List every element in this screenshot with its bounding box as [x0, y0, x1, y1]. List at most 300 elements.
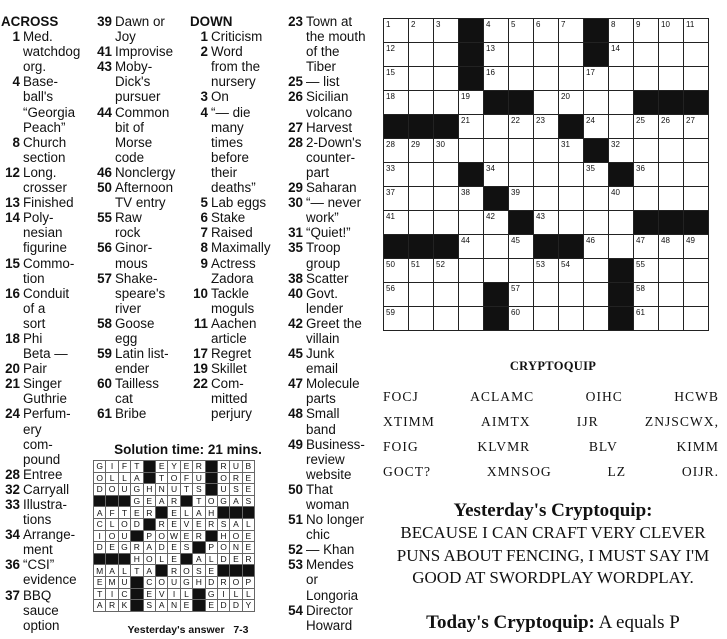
grid-cell — [509, 283, 534, 307]
cell-number: 39 — [511, 188, 520, 197]
clue — [284, 286, 380, 316]
mini-black-square — [205, 472, 217, 484]
today-label: Today's Cryptoquip: — [426, 612, 595, 633]
grid-cell — [659, 235, 684, 259]
cell-number: 33 — [386, 164, 395, 173]
clue-text: Lab eggs — [211, 195, 267, 211]
mini-letter: T — [131, 461, 143, 473]
clue-number: 5 — [200, 195, 208, 211]
grid-cell — [634, 43, 659, 67]
grid-cell — [609, 43, 634, 67]
mini-letter: S — [143, 600, 155, 612]
mini-black-square — [180, 553, 192, 565]
clue-number: 58 — [97, 315, 112, 331]
cell-number: 54 — [561, 260, 570, 269]
mini-letter: E — [168, 553, 180, 565]
cell-number: 19 — [461, 92, 470, 101]
mini-letter: P — [143, 530, 155, 542]
grid-cell — [684, 43, 709, 67]
mini-letter: D — [94, 484, 106, 496]
mini-letter: R — [168, 495, 180, 507]
clue-text: BBQ sauce option — [23, 587, 60, 633]
grid-cell — [509, 235, 534, 259]
mini-letter: G — [180, 576, 192, 588]
mini-letter: M — [94, 565, 106, 577]
mini-letter: T — [155, 472, 167, 484]
mini-letter: U — [168, 576, 180, 588]
black-square — [609, 163, 634, 187]
grid-cell — [434, 19, 459, 43]
mini-letter: R — [143, 507, 155, 519]
grid-cell — [634, 259, 659, 283]
mini-letter: A — [193, 507, 205, 519]
grid-cell — [659, 283, 684, 307]
grid-cell — [584, 187, 609, 211]
mini-letter: U — [217, 484, 229, 496]
yesterday-answer-label: Yesterday's answer — [127, 624, 225, 636]
clue-number: 8 — [12, 134, 20, 150]
grid-cell — [609, 211, 634, 235]
clue-number: 29 — [288, 180, 303, 196]
grid-cell — [384, 43, 409, 67]
mini-letter: D — [94, 542, 106, 554]
cryptoquip-puzzle — [383, 384, 719, 484]
grid-cell — [659, 115, 684, 139]
mini-letter: G — [131, 484, 143, 496]
clue-text: Mendes or Longoria — [306, 557, 359, 603]
clue — [1, 527, 91, 557]
mini-letter: E — [242, 472, 254, 484]
cell-number: 20 — [561, 92, 570, 101]
grid-cell — [534, 211, 559, 235]
clue-number: 23 — [288, 14, 303, 29]
clue — [284, 557, 380, 602]
mini-letter: I — [217, 588, 229, 600]
cell-number: 11 — [686, 20, 695, 29]
clue-text: Commo- tion — [23, 255, 75, 286]
mini-letter: I — [106, 461, 118, 473]
grid-cell — [609, 187, 634, 211]
mini-letter: O — [230, 530, 242, 542]
cell-number: 40 — [611, 188, 620, 197]
mini-black-square — [94, 553, 106, 565]
grid-cell — [534, 67, 559, 91]
grid-cell — [509, 163, 534, 187]
clue-number: 27 — [288, 119, 303, 135]
clue — [1, 482, 91, 497]
grid-cell — [459, 187, 484, 211]
grid-cell — [409, 259, 434, 283]
grid-cell — [534, 115, 559, 139]
mini-letter: E — [155, 461, 167, 473]
grid-cell — [459, 307, 484, 331]
clue — [189, 105, 284, 196]
grid-cell — [434, 283, 459, 307]
grid-cell — [559, 211, 584, 235]
grid-cell — [584, 163, 609, 187]
mini-letter: G — [131, 495, 143, 507]
clue-text: Entree — [23, 466, 63, 482]
clue-number: 37 — [5, 587, 20, 603]
clue-number: 40 — [288, 285, 303, 301]
black-square — [484, 283, 509, 307]
mini-letter: Y — [242, 600, 254, 612]
grid-cell — [584, 259, 609, 283]
mini-letter: O — [180, 565, 192, 577]
clue — [189, 361, 284, 376]
clue — [284, 437, 380, 482]
grid-cell — [484, 43, 509, 67]
clue-number: 13 — [5, 195, 20, 211]
clue — [284, 120, 380, 135]
clue — [1, 286, 91, 331]
black-square — [384, 115, 409, 139]
grid-cell — [484, 235, 509, 259]
clue-text: “CSI” evidence — [23, 557, 77, 588]
grid-cell — [409, 307, 434, 331]
clue-text: Nonclergy — [115, 164, 176, 180]
mini-black-square — [205, 461, 217, 473]
grid-cell — [459, 235, 484, 259]
clue-number: 54 — [288, 602, 303, 618]
mini-letter: A — [230, 518, 242, 530]
clue-text: “— never work” — [306, 195, 362, 226]
clue-number: 6 — [200, 210, 208, 226]
mini-letter: R — [230, 472, 242, 484]
cell-number: 26 — [661, 116, 670, 125]
across-column-1 — [1, 14, 91, 633]
clue — [284, 89, 380, 119]
grid-cell — [484, 259, 509, 283]
grid-cell — [634, 67, 659, 91]
yesterday-answer-grid — [93, 460, 255, 612]
clue-text: That woman — [306, 481, 350, 512]
grid-cell — [459, 259, 484, 283]
mini-black-square — [143, 461, 155, 473]
mini-letter: W — [168, 530, 180, 542]
grid-cell — [659, 307, 684, 331]
cell-number: 44 — [461, 236, 470, 245]
black-square — [609, 307, 634, 331]
mini-letter: E — [168, 507, 180, 519]
clue-number: 36 — [5, 557, 20, 573]
mini-letter: A — [193, 553, 205, 565]
mini-letter: N — [168, 600, 180, 612]
clue-number: 49 — [288, 436, 303, 452]
black-square — [459, 67, 484, 91]
cryptoquip-word: LZ — [607, 464, 627, 479]
cell-number: 59 — [386, 308, 395, 317]
clue-text: Base- ball's “Georgia Peach” — [23, 74, 76, 135]
grid-cell — [609, 235, 634, 259]
clue — [1, 29, 91, 74]
mini-letter: S — [242, 495, 254, 507]
grid-cell — [659, 67, 684, 91]
grid-cell — [434, 163, 459, 187]
clue-text: Common bit of Morse code — [115, 104, 170, 165]
mini-letter: Y — [168, 461, 180, 473]
mini-letter: G — [205, 588, 217, 600]
mini-letter: E — [230, 553, 242, 565]
grid-cell — [509, 139, 534, 163]
cryptoquip-word: AIMTX — [481, 414, 531, 429]
grid-cell — [634, 115, 659, 139]
grid-cell — [559, 307, 584, 331]
mini-letter: H — [193, 576, 205, 588]
grid-cell — [434, 187, 459, 211]
grid-cell — [584, 283, 609, 307]
cell-number: 32 — [611, 140, 620, 149]
clue-number: 61 — [97, 406, 112, 422]
mini-letter: O — [118, 518, 130, 530]
clue-text: Small band — [306, 406, 340, 437]
clue-number: 14 — [5, 210, 20, 226]
mini-letter: I — [168, 588, 180, 600]
mini-letter: R — [131, 542, 143, 554]
clue-number: 9 — [200, 255, 208, 271]
cell-number: 10 — [661, 20, 670, 29]
clue-text: Com- mitted perjury — [211, 376, 252, 422]
mini-letter: I — [94, 530, 106, 542]
mini-letter: T — [193, 495, 205, 507]
cryptoquip-word: FOCJ — [383, 389, 419, 404]
black-square — [609, 283, 634, 307]
cryptoquip-word: XMNSOG — [486, 464, 552, 479]
clue — [189, 225, 284, 240]
clue-number: 21 — [5, 376, 20, 392]
mini-letter: A — [131, 472, 143, 484]
clue-text: Raw rock — [115, 210, 142, 241]
clue — [284, 482, 380, 512]
clue — [284, 271, 380, 286]
mini-letter: S — [193, 484, 205, 496]
clue-number: 43 — [97, 59, 112, 75]
mini-letter: C — [143, 576, 155, 588]
cell-number: 53 — [536, 260, 545, 269]
grid-cell — [409, 139, 434, 163]
mini-black-square — [180, 495, 192, 507]
clue — [284, 180, 380, 195]
grid-cell — [384, 283, 409, 307]
mini-letter: L — [118, 565, 130, 577]
clue-text: Shake- speare's river — [115, 270, 166, 316]
mini-letter: S — [193, 565, 205, 577]
grid-cell — [684, 259, 709, 283]
cell-number: 36 — [636, 164, 645, 173]
clue — [284, 406, 380, 436]
clue-number: 4 — [12, 74, 20, 90]
clue — [189, 89, 284, 104]
today-clue: A equals P — [598, 612, 680, 633]
clue-text: Director Howard — [306, 602, 353, 633]
cell-number: 37 — [386, 188, 395, 197]
mini-letter: H — [131, 553, 143, 565]
clue-number: 16 — [5, 285, 20, 301]
mini-letter: E — [143, 495, 155, 507]
mini-letter: H — [143, 484, 155, 496]
mini-letter: A — [143, 542, 155, 554]
mini-letter: B — [242, 461, 254, 473]
clue — [189, 195, 284, 210]
clue — [93, 180, 189, 210]
clue-text: Tackle moguls — [211, 285, 255, 316]
mini-letter: R — [205, 518, 217, 530]
grid-cell — [659, 43, 684, 67]
cryptoquip-line — [383, 434, 719, 459]
mini-letter: M — [106, 576, 118, 588]
cell-number: 4 — [486, 20, 491, 29]
cell-number: 47 — [636, 236, 645, 245]
clue-number: 4 — [200, 104, 208, 120]
clue-number: 28 — [288, 134, 303, 150]
mini-letter: A — [155, 495, 167, 507]
cell-number: 8 — [611, 20, 616, 29]
mini-letter: L — [106, 518, 118, 530]
mini-letter: R — [168, 565, 180, 577]
mini-letter: O — [230, 576, 242, 588]
cryptoquip-word: XTIMM — [383, 414, 435, 429]
clue-number: 55 — [97, 210, 112, 226]
grid-cell — [434, 259, 459, 283]
today-cryptoquip-clue — [383, 612, 723, 634]
across-header: ACROSS — [1, 14, 59, 29]
cell-number: 46 — [586, 236, 595, 245]
grid-cell — [684, 187, 709, 211]
cell-number: 38 — [461, 188, 470, 197]
yesterday-cryptoquip-title: Yesterday's Cryptoquip: — [453, 500, 653, 521]
mini-letter: D — [217, 600, 229, 612]
mini-black-square — [193, 542, 205, 554]
mini-letter: A — [94, 600, 106, 612]
clue — [93, 376, 189, 406]
clue-text: Poly- nesian figurine — [23, 210, 67, 256]
clue-number: 28 — [5, 466, 20, 482]
cell-number: 60 — [511, 308, 520, 317]
mini-letter: F — [180, 472, 192, 484]
clue — [93, 44, 189, 59]
cell-number: 1 — [386, 20, 391, 29]
grid-cell — [659, 163, 684, 187]
mini-letter: T — [94, 588, 106, 600]
cell-number: 14 — [611, 44, 620, 53]
cryptoquip-line — [383, 459, 719, 484]
clue-text: Dawn or Joy — [115, 14, 165, 45]
clue — [1, 376, 91, 406]
cell-number: 22 — [511, 116, 520, 125]
grid-cell — [384, 163, 409, 187]
clue-number: 26 — [288, 89, 303, 105]
mini-letter: E — [180, 600, 192, 612]
clue-number: 60 — [97, 376, 112, 392]
mini-letter: T — [118, 507, 130, 519]
cell-number: 25 — [636, 116, 645, 125]
mini-letter: E — [131, 507, 143, 519]
black-square — [384, 235, 409, 259]
clue — [1, 588, 91, 633]
grid-cell — [634, 187, 659, 211]
grid-cell — [409, 91, 434, 115]
mini-letter: F — [106, 507, 118, 519]
grid-cell — [484, 115, 509, 139]
clue — [93, 406, 189, 421]
clue — [189, 44, 284, 89]
cell-number: 61 — [636, 308, 645, 317]
cryptoquip-word: KLVMR — [477, 439, 531, 454]
clue-text: — list — [306, 74, 340, 90]
clue-text: Word from the nursery — [211, 44, 261, 90]
grid-cell — [459, 115, 484, 139]
grid-cell — [534, 19, 559, 43]
cell-number: 51 — [411, 260, 420, 269]
clue — [189, 346, 284, 361]
grid-cell — [434, 307, 459, 331]
grid-cell — [684, 139, 709, 163]
clue-number: 25 — [288, 74, 303, 90]
clue-text: Troop group — [306, 240, 341, 271]
clue-number: 22 — [193, 376, 208, 392]
clue-text: Afternoon TV entry — [115, 180, 174, 211]
cryptoquip-word: GOCT? — [383, 464, 432, 479]
clue-number: 17 — [193, 346, 208, 362]
clue-text: Arrange- ment — [23, 527, 76, 558]
grid-cell — [559, 283, 584, 307]
clue-text: Tailless cat — [115, 376, 159, 407]
cell-number: 29 — [411, 140, 420, 149]
clue — [1, 74, 91, 134]
clue-number: 39 — [97, 14, 112, 29]
mini-letter: U — [230, 461, 242, 473]
clue-text: Conduit of a sort — [23, 285, 70, 331]
clue — [93, 271, 189, 316]
mini-letter: E — [180, 461, 192, 473]
grid-cell — [584, 307, 609, 331]
clue-text: Business- review website — [306, 436, 365, 482]
mini-letter: V — [155, 588, 167, 600]
clue-number: 46 — [97, 164, 112, 180]
grid-cell — [659, 139, 684, 163]
clue-number: 42 — [288, 315, 303, 331]
clue — [189, 376, 284, 421]
mini-letter: L — [230, 588, 242, 600]
cell-number: 18 — [386, 92, 395, 101]
clue-number: 7 — [200, 225, 208, 241]
clue-text: Molecule parts — [306, 376, 360, 407]
grid-cell — [484, 139, 509, 163]
clue-text: Moby- Dick's pursuer — [115, 59, 161, 105]
clue — [284, 316, 380, 346]
mini-letter: R — [193, 530, 205, 542]
clue-number: 15 — [5, 255, 20, 271]
mini-black-square — [106, 495, 118, 507]
grid-cell — [634, 19, 659, 43]
black-square — [484, 307, 509, 331]
mini-letter: E — [168, 518, 180, 530]
cryptoquip-word: HCWB — [674, 389, 719, 404]
grid-cell — [609, 139, 634, 163]
clue-number: 10 — [193, 285, 208, 301]
mini-letter: P — [242, 576, 254, 588]
mini-letter: S — [217, 518, 229, 530]
mini-letter: E — [106, 542, 118, 554]
mini-black-square — [118, 553, 130, 565]
clue — [284, 240, 380, 270]
grid-cell — [384, 19, 409, 43]
mini-black-square — [242, 565, 254, 577]
black-square — [584, 43, 609, 67]
grid-cell — [484, 211, 509, 235]
grid-cell — [534, 307, 559, 331]
mini-letter: E — [205, 565, 217, 577]
